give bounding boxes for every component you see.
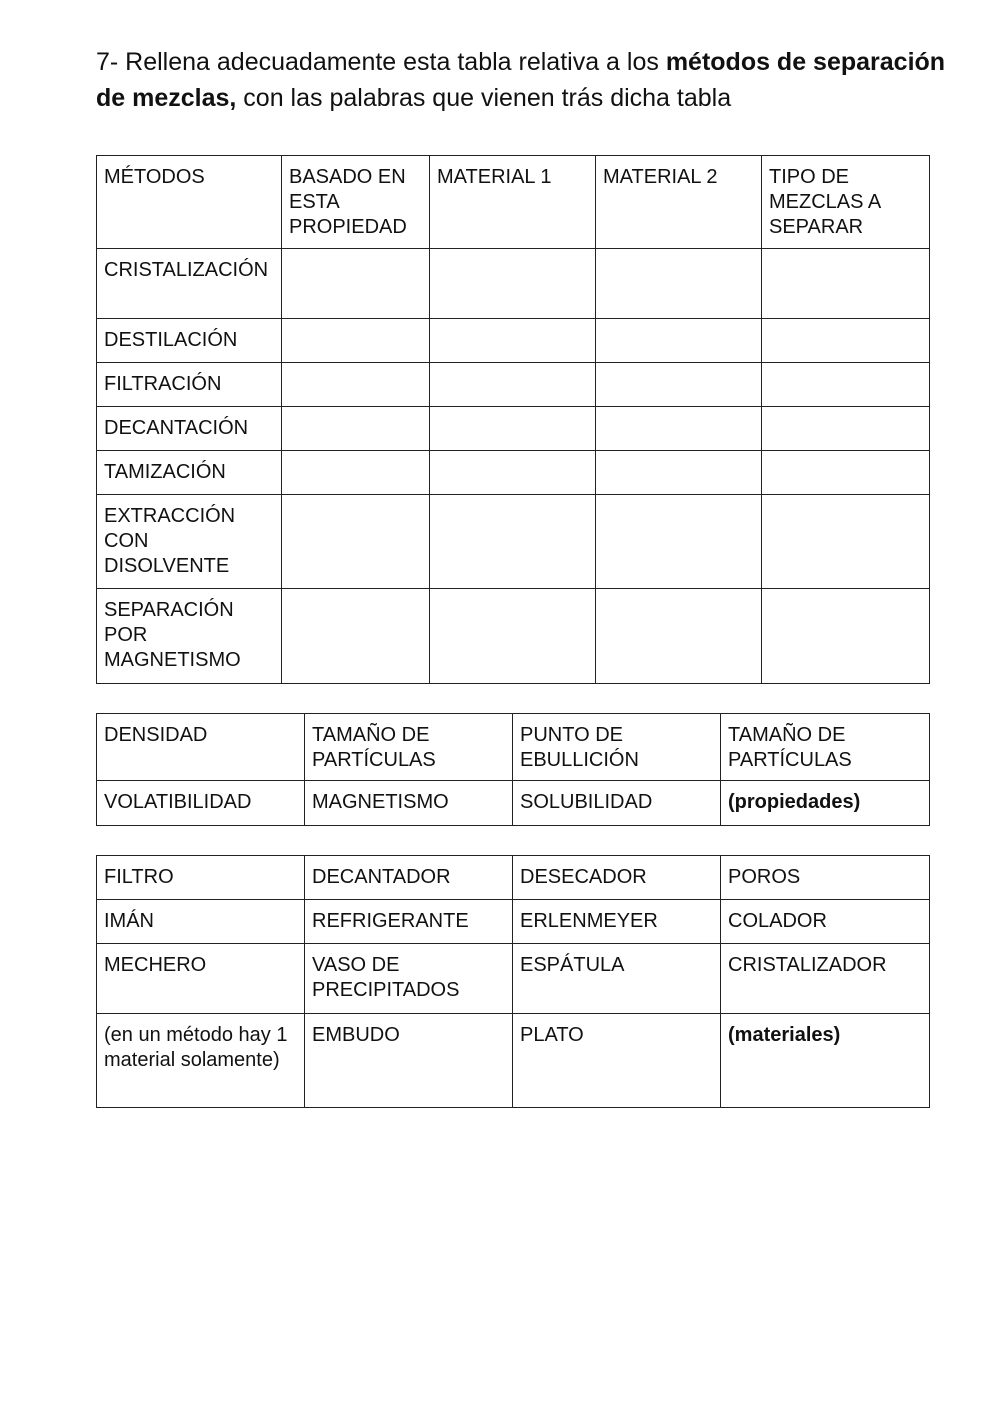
material-word: ERLENMEYER — [513, 900, 721, 944]
answer-cell[interactable] — [596, 249, 762, 319]
method-name: FILTRACIÓN — [97, 363, 282, 407]
material-word: CRISTALIZADOR — [721, 944, 930, 1014]
column-header: MÉTODOS — [97, 156, 282, 249]
property-word: PUNTO DE EBULLICIÓN — [513, 714, 721, 781]
property-word: TAMAÑO DE PARTÍCULAS — [305, 714, 513, 781]
table-row — [97, 1014, 930, 1108]
instruction-text — [96, 44, 956, 116]
header-row — [97, 156, 930, 249]
answer-cell[interactable] — [282, 319, 430, 363]
method-name: TAMIZACIÓN — [97, 451, 282, 495]
answer-cell[interactable] — [596, 451, 762, 495]
properties-table — [96, 713, 930, 826]
answer-cell[interactable] — [430, 589, 596, 684]
table-row — [97, 451, 930, 495]
table-row — [97, 319, 930, 363]
material-word: (materiales) — [721, 1014, 930, 1108]
answer-cell[interactable] — [282, 589, 430, 684]
material-word: REFRIGERANTE — [305, 900, 513, 944]
table-row — [97, 714, 930, 781]
material-word: DECANTADOR — [305, 856, 513, 900]
answer-cell[interactable] — [282, 363, 430, 407]
answer-cell[interactable] — [762, 249, 930, 319]
answer-cell[interactable] — [762, 589, 930, 684]
table-row — [97, 249, 930, 319]
answer-cell[interactable] — [762, 495, 930, 589]
answer-cell[interactable] — [596, 589, 762, 684]
instruction-bold: métodos de separación de mezclas, — [96, 48, 946, 112]
column-header: MATERIAL 1 — [430, 156, 596, 249]
material-word: MECHERO — [97, 944, 305, 1014]
table-row — [97, 495, 930, 589]
table-row — [97, 589, 930, 684]
instruction-prefix: 7- Rellena adecuadamente esta tabla relativa a los — [96, 48, 666, 76]
methods-table — [96, 155, 930, 684]
method-name: DECANTACIÓN — [97, 407, 282, 451]
answer-cell[interactable] — [596, 407, 762, 451]
answer-cell[interactable] — [762, 407, 930, 451]
property-word: TAMAÑO DE PARTÍCULAS — [721, 714, 930, 781]
property-word: DENSIDAD — [97, 714, 305, 781]
material-word: ESPÁTULA — [513, 944, 721, 1014]
table-row — [97, 407, 930, 451]
table-row — [97, 900, 930, 944]
answer-cell[interactable] — [282, 495, 430, 589]
answer-cell[interactable] — [596, 495, 762, 589]
material-word: IMÁN — [97, 900, 305, 944]
answer-cell[interactable] — [430, 495, 596, 589]
table-row — [97, 781, 930, 826]
material-word: FILTRO — [97, 856, 305, 900]
material-word: COLADOR — [721, 900, 930, 944]
answer-cell[interactable] — [596, 363, 762, 407]
answer-cell[interactable] — [430, 319, 596, 363]
answer-cell[interactable] — [762, 363, 930, 407]
material-word: (en un método hay 1 material solamente) — [97, 1014, 305, 1108]
answer-cell[interactable] — [282, 451, 430, 495]
answer-cell[interactable] — [430, 451, 596, 495]
material-word: EMBUDO — [305, 1014, 513, 1108]
column-header: TIPO DE MEZCLAS A SEPARAR — [762, 156, 930, 249]
method-name: EXTRACCIÓN CON DISOLVENTE — [97, 495, 282, 589]
answer-cell[interactable] — [762, 451, 930, 495]
answer-cell[interactable] — [430, 407, 596, 451]
property-word: MAGNETISMO — [305, 781, 513, 826]
materials-table — [96, 855, 930, 1108]
column-header: BASADO EN ESTA PROPIEDAD — [282, 156, 430, 249]
property-word: SOLUBILIDAD — [513, 781, 721, 826]
method-name: CRISTALIZACIÓN — [97, 249, 282, 319]
method-name: DESTILACIÓN — [97, 319, 282, 363]
answer-cell[interactable] — [282, 249, 430, 319]
property-word: VOLATIBILIDAD — [97, 781, 305, 826]
property-word: (propiedades) — [721, 781, 930, 826]
material-word: VASO DE PRECIPITADOS — [305, 944, 513, 1014]
material-word: PLATO — [513, 1014, 721, 1108]
answer-cell[interactable] — [762, 319, 930, 363]
answer-cell[interactable] — [430, 363, 596, 407]
instruction-suffix: con las palabras que vienen trás dicha tabla — [236, 84, 732, 112]
material-word: DESECADOR — [513, 856, 721, 900]
answer-cell[interactable] — [282, 407, 430, 451]
table-row — [97, 944, 930, 1014]
material-word: POROS — [721, 856, 930, 900]
table-row — [97, 363, 930, 407]
method-name: SEPARACIÓN POR MAGNETISMO — [97, 589, 282, 684]
table-row — [97, 856, 930, 900]
answer-cell[interactable] — [596, 319, 762, 363]
column-header: MATERIAL 2 — [596, 156, 762, 249]
answer-cell[interactable] — [430, 249, 596, 319]
